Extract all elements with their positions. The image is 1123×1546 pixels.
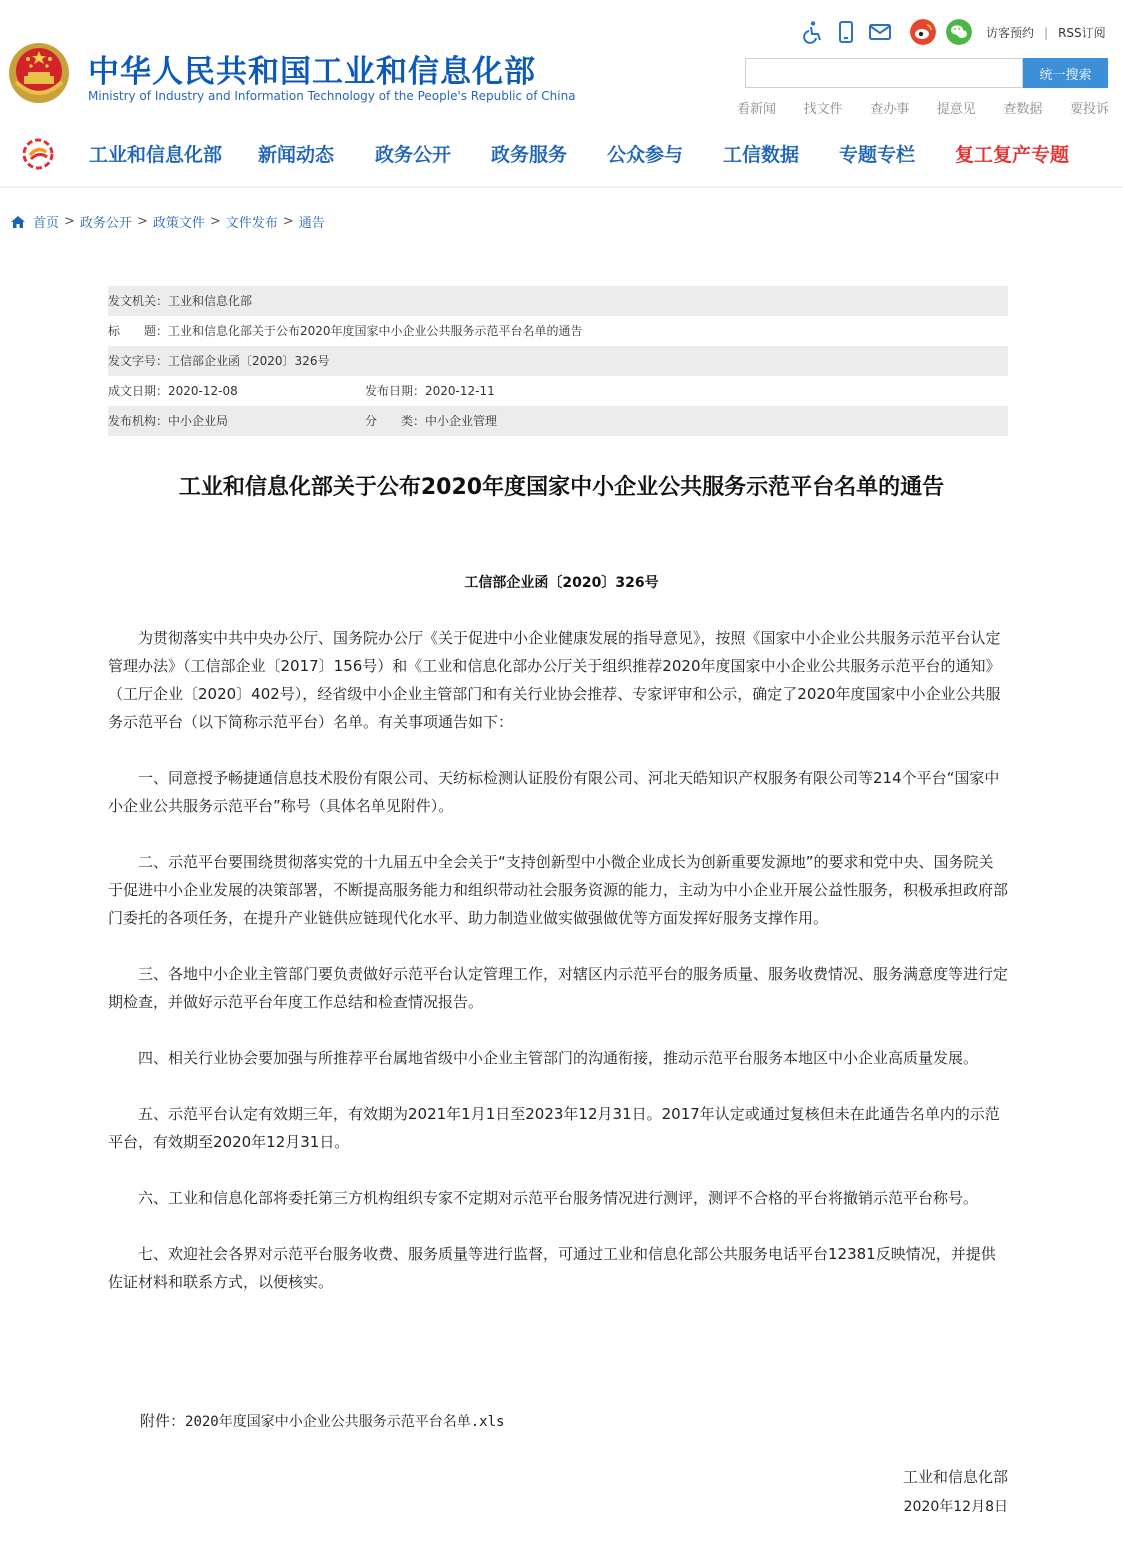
meta-label: 标 题： — [108, 324, 169, 338]
article-body — [108, 624, 1008, 1324]
quick-link-data[interactable]: 查数据 — [1003, 102, 1043, 117]
document-meta-table — [108, 286, 1008, 436]
signature-org: 工业和信息化部 — [902, 1468, 1008, 1486]
quick-link-news[interactable]: 看新闻 — [737, 102, 777, 117]
breadcrumb-file-release[interactable]: 文件发布 — [225, 216, 278, 231]
article-paragraph: 一、同意授予畅捷通信息技术股份有限公司、天纺标检测认证股份有限公司、河北天皓知识产权服务有限公司等214个平台“国家中小企业公共服务示范平台”称号（具体名单见附件）。 — [108, 769, 1000, 815]
signature-date: 2020年12月8日 — [903, 1499, 1008, 1515]
wechat-icon[interactable] — [946, 19, 972, 45]
national-emblem-icon[interactable] — [8, 42, 70, 104]
meta-title: 工业和信息化部关于公布2020年度国家中小企业公共服务示范平台名单的通告 — [168, 324, 583, 338]
main-nav — [0, 128, 1123, 184]
header-divider — [0, 186, 1123, 189]
nav-item-data[interactable]: 工信数据 — [723, 144, 800, 166]
breadcrumb-policy-files[interactable]: 政策文件 — [152, 216, 205, 231]
ministry-logo-icon[interactable] — [22, 138, 54, 170]
attachment-label: 附件： — [140, 1412, 186, 1430]
top-icon-bar — [800, 18, 982, 46]
link-separator: | — [1044, 26, 1049, 40]
breadcrumb-notice[interactable]: 通告 — [298, 216, 325, 231]
meta-label: 成文日期： — [108, 384, 169, 398]
meta-published-cell — [365, 376, 495, 406]
article-title: 工业和信息化部关于公布2020年度国家中小企业公共服务示范平台名单的通告 — [178, 475, 945, 500]
article-paragraph: 二、示范平台要围绕贯彻落实党的十九届五中全会关于“支持创新型中小微企业成长为创新重要发源地”的要求和党中央、国务院关于促进中小企业发展的决策部署，不断提高服务能力和组织带动社会服务资源的能力，主动为中小企业开展公益性服务，积极承担政府部门委托的各项任务，在提升产业链供应链现代化水平、助力制造业做实做强做优等方面发挥好服务支撑作用。 — [108, 853, 1009, 927]
breadcrumb-separator: > — [282, 214, 294, 229]
nav-item-special-columns[interactable]: 专题专栏 — [839, 144, 916, 166]
nav-item-resumption-topic[interactable]: 复工复产专题 — [955, 144, 1070, 166]
search-input[interactable] — [745, 58, 1023, 88]
mobile-icon[interactable] — [834, 20, 858, 44]
nav-item-public-participation[interactable]: 公众参与 — [607, 144, 684, 166]
article-paragraph: 六、工业和信息化部将委托第三方机构组织专家不定期对示范平台服务情况进行测评，测评不合格的平台将撤销示范平台称号。 — [138, 1189, 979, 1207]
quick-link-services[interactable]: 查办事 — [870, 102, 910, 117]
search-button[interactable]: 统一搜索 — [1023, 58, 1108, 88]
meta-category-cell — [365, 406, 497, 436]
meta-agency: 中小企业局 — [168, 414, 229, 428]
breadcrumb — [10, 212, 325, 231]
article-paragraph: 五、示范平台认定有效期三年，有效期为2021年1月1日至2023年12月31日。2017年认定或通过复核但未在此通告名单内的示范平台，有效期至2020年12月31日。 — [108, 1105, 1000, 1151]
meta-issuer: 工业和信息化部 — [168, 294, 253, 308]
site-title[interactable]: 中华人民共和国工业和信息化部 — [88, 54, 536, 90]
weibo-icon[interactable] — [910, 19, 936, 45]
quick-link-complaint[interactable]: 要投诉 — [1069, 102, 1109, 117]
quick-link-documents[interactable]: 找文件 — [803, 102, 843, 117]
attachment-link[interactable]: 2020年度国家中小企业公共服务示范平台名单.xls — [185, 1414, 505, 1430]
breadcrumb-home[interactable]: 首页 — [33, 216, 60, 231]
quick-links — [737, 98, 1109, 117]
meta-created-date: 2020-12-08 — [168, 384, 238, 398]
breadcrumb-separator: > — [209, 214, 221, 229]
quick-link-feedback[interactable]: 提意见 — [936, 102, 976, 117]
mail-icon[interactable] — [868, 20, 892, 44]
meta-label: 发文机关： — [108, 294, 169, 308]
meta-label: 发布日期： — [365, 384, 426, 398]
meta-row-dates — [108, 376, 1008, 406]
breadcrumb-separator: > — [64, 214, 75, 229]
meta-row-title — [108, 316, 1008, 346]
meta-docno: 工信部企业函〔2020〕326号 — [168, 354, 330, 368]
meta-published-date: 2020-12-11 — [425, 384, 495, 398]
article-paragraph: 七、欢迎社会各界对示范平台服务收费、服务质量等进行监督，可通过工业和信息化部公共服务电话平台12381反映情况，并提供佐证材料和联系方式，以便核实。 — [108, 1245, 996, 1291]
meta-category: 中小企业管理 — [425, 414, 498, 428]
article-doc-number: 工信部企业函〔2020〕326号 — [464, 575, 659, 591]
nav-item-gov-services[interactable]: 政务服务 — [491, 144, 568, 166]
nav-item-news[interactable]: 新闻动态 — [258, 144, 335, 166]
meta-row-issuer — [108, 286, 1008, 316]
meta-label: 分 类： — [365, 414, 426, 428]
article-paragraph: 为贯彻落实中共中央办公厅、国务院办公厅《关于促进中小企业健康发展的指导意见》，按照《国家中小企业公共服务示范平台认定管理办法》（工信部企业〔2017〕156号）和《工业和信息化部办公厅关于组织推荐2020年度国家中小企业公共服务示范平台的通知》（工厅企业〔2020〕402号），经省级中小企业主管部门和有关行业协会推荐、专家评审和公示，确定了2020年度国家中小企业公共服务示范平台（以下简称示范平台）名单。有关事项通告如下： — [108, 629, 1001, 731]
home-icon[interactable] — [10, 215, 26, 229]
site-subtitle: Ministry of Industry and Information Technology of the People's Republic of China — [88, 89, 576, 103]
meta-row-agency — [108, 406, 1008, 436]
meta-label: 发文字号： — [108, 354, 169, 368]
nav-item-gov-affairs[interactable]: 政务公开 — [375, 144, 452, 166]
site-header — [0, 0, 1123, 188]
nav-item-ministry[interactable]: 工业和信息化部 — [89, 144, 223, 166]
attachment-line — [140, 1410, 504, 1431]
article-paragraph: 三、各地中小企业主管部门要负责做好示范平台认定管理工作，对辖区内示范平台的服务质量、服务收费情况、服务满意度等进行定期检查，并做好示范平台年度工作总结和检查情况报告。 — [108, 965, 1009, 1011]
accessibility-icon[interactable] — [800, 20, 824, 44]
article-paragraph: 四、相关行业协会要加强与所推荐平台属地省级中小企业主管部门的沟通衔接，推动示范平台服务本地区中小企业高质量发展。 — [138, 1049, 979, 1067]
meta-label: 发布机构： — [108, 414, 169, 428]
meta-row-docno — [108, 346, 1008, 376]
breadcrumb-separator: > — [136, 214, 148, 229]
top-links — [986, 24, 1106, 41]
visit-appointment-link[interactable]: 访客预约 — [986, 26, 1035, 40]
rss-link[interactable]: RSS订阅 — [1058, 26, 1106, 40]
breadcrumb-gov-affairs[interactable]: 政务公开 — [79, 216, 132, 231]
